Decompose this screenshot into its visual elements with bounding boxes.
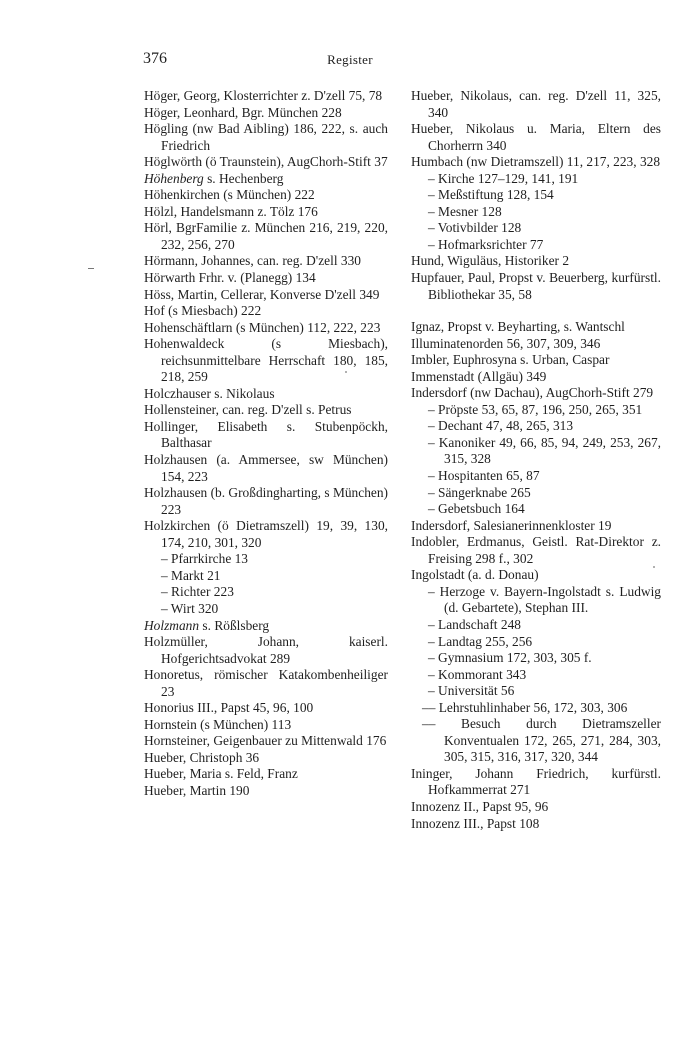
index-text: Immenstadt (Allgäu) 349 (411, 368, 547, 384)
index-text: Hohenschäftlarn (s München) 112, 222, 223 (144, 319, 381, 335)
index-text: Hollensteiner, can. reg. D'zell s. Petrus (144, 402, 352, 418)
margin-mark (88, 268, 94, 269)
index-column-left (144, 88, 388, 800)
index-text: Indersdorf (nw Dachau), AugChorh-Stift 279 (411, 385, 654, 401)
index-text: Hueber, Nikolaus u. Maria, Eltern des Chorherrn 340 (411, 121, 661, 153)
index-entry (411, 154, 661, 171)
index-text: Holzhausen (a. Ammersee, sw München) 154, 223 (144, 452, 388, 484)
index-text: – Hofmarksrichter 77 (428, 236, 544, 252)
section-gap (411, 303, 661, 319)
index-subentry (411, 468, 661, 485)
index-entry (144, 171, 388, 188)
index-text: Indersdorf, Salesianerinnenkloster 19 (411, 517, 612, 533)
index-text: Ingolstadt (a. d. Donau) (411, 567, 539, 583)
index-text: s. Hechenberg (203, 170, 284, 186)
index-text: – Herzoge v. Bayern-Ingolstadt s. Ludwig (d. Gebartete), Stephan III. (428, 583, 661, 616)
index-text: Holczhauser s. Nikolaus (144, 385, 275, 401)
index-entry (144, 733, 388, 750)
index-text: Höhenkirchen (s München) 222 (144, 187, 315, 203)
index-term-italic: Höhenberg (144, 170, 204, 186)
index-entry (144, 270, 388, 287)
index-text: Ignaz, Propst v. Beyharting, s. Wantschl (411, 319, 625, 335)
index-entry (144, 667, 388, 700)
index-text: – Pfarrkirche 13 (161, 551, 249, 567)
index-text: Höger, Georg, Klosterrichter z. D'zell 75, 78 (144, 88, 383, 103)
index-entry (411, 336, 661, 353)
index-text: – Meßstiftung 128, 154 (428, 187, 554, 203)
index-subentry (411, 584, 661, 617)
index-subentry (411, 617, 661, 634)
index-text: – Markt 21 (161, 567, 221, 583)
index-text: Illuminatenorden 56, 307, 309, 346 (411, 335, 601, 351)
index-text: – Gebetsbuch 164 (428, 501, 525, 517)
index-entry (144, 320, 388, 337)
index-text: – Sängerknabe 265 (428, 484, 531, 500)
index-entry (411, 518, 661, 535)
index-subentry (144, 568, 388, 585)
index-entry (411, 121, 661, 154)
index-text: – Kanoniker 49, 66, 85, 94, 249, 253, 267, 315, 328 (428, 434, 661, 467)
index-entry (411, 352, 661, 369)
index-text: – Wirt 320 (161, 600, 219, 616)
index-text: Holzhausen (b. Großdingharting, s München) 223 (144, 485, 388, 517)
index-entry (144, 518, 388, 551)
index-text: s. Rößlsberg (199, 617, 270, 633)
index-entry (411, 816, 661, 833)
index-subentry (411, 667, 661, 684)
index-text: Honoretus, römischer Katakombenheiliger 23 (144, 667, 388, 699)
index-subentry (411, 220, 661, 237)
index-entry (411, 385, 661, 402)
index-text: –– Lehrstuhlinhaber 56, 172, 303, 306 (422, 699, 628, 715)
index-entry (144, 717, 388, 734)
index-entry (411, 319, 661, 336)
index-term-italic: Holzmann (144, 617, 200, 633)
index-subentry (411, 634, 661, 651)
running-head: Register (327, 52, 373, 67)
index-text: Högling (nw Bad Aibling) 186, 222, s. auch Friedrich (144, 121, 388, 153)
index-entry (411, 766, 661, 799)
index-subentry (144, 601, 388, 618)
index-text: Hörwarth Frhr. v. (Planegg) 134 (144, 270, 316, 286)
index-subentry (411, 435, 661, 468)
index-subentry (411, 716, 661, 766)
index-column-right (411, 88, 661, 832)
index-text: Imbler, Euphrosyna s. Urban, Caspar (411, 352, 610, 368)
page-number: 376 (143, 50, 167, 67)
index-subentry (411, 418, 661, 435)
index-text: Hueber, Christoph 36 (144, 749, 260, 765)
index-text: – Mesner 128 (428, 203, 502, 219)
index-entry (144, 154, 388, 171)
index-subentry (411, 700, 661, 717)
index-text: Hörmann, Johannes, can. reg. D'zell 330 (144, 253, 361, 269)
index-text: – Votivbilder 128 (428, 220, 522, 236)
index-text: Hupfauer, Paul, Propst v. Beuerberg, kurfürstl. Bibliothekar 35, 58 (411, 270, 661, 302)
index-text: Hueber, Martin 190 (144, 782, 250, 798)
index-subentry (411, 171, 661, 188)
index-text: Humbach (nw Dietramszell) 11, 217, 223, 328 (411, 154, 661, 170)
index-text: Indobler, Erdmanus, Geistl. Rat-Direktor z. Freising 298 f., 302 (411, 534, 661, 566)
index-entry (144, 336, 388, 386)
index-entry (144, 452, 388, 485)
index-text: – Dechant 47, 48, 265, 313 (428, 418, 574, 434)
index-entry (411, 799, 661, 816)
index-entry (144, 700, 388, 717)
index-text: Hueber, Maria s. Feld, Franz (144, 766, 298, 782)
index-text: Hollinger, Elisabeth s. Stubenpöckh, Balthasar (144, 418, 388, 451)
index-entry (144, 105, 388, 122)
index-entry (144, 253, 388, 270)
index-subentry (411, 501, 661, 518)
index-text: Innozenz III., Papst 108 (411, 815, 540, 831)
index-entry (411, 270, 661, 303)
index-entry (144, 88, 388, 105)
index-text: Hueber, Nikolaus, can. reg. D'zell 11, 325, 340 (411, 88, 661, 120)
index-text: Innozenz II., Papst 95, 96 (411, 798, 549, 814)
index-subentry (411, 683, 661, 700)
index-entry (144, 766, 388, 783)
index-subentry (411, 204, 661, 221)
index-entry (144, 419, 388, 452)
index-entry (144, 303, 388, 320)
index-text: – Richter 223 (161, 584, 234, 600)
index-text: – Landtag 255, 256 (428, 633, 533, 649)
index-text: Holzmüller, Johann, kaiserl. Hofgerichtsadvokat 289 (144, 634, 388, 666)
index-subentry (144, 584, 388, 601)
index-entry (144, 386, 388, 403)
index-text: – Kommorant 343 (428, 666, 527, 682)
index-entry (411, 567, 661, 584)
index-entry (411, 88, 661, 121)
index-text: – Pröpste 53, 65, 87, 196, 250, 265, 351 (428, 401, 643, 417)
index-entry (144, 287, 388, 304)
index-text: Hof (s Miesbach) 222 (144, 303, 262, 319)
index-entry (144, 121, 388, 154)
index-subentry (144, 551, 388, 568)
index-text: – Universität 56 (428, 683, 515, 699)
index-text: Hörl, BgrFamilie z. München 216, 219, 220, 232, 256, 270 (144, 220, 388, 252)
index-text: Ininger, Johann Friedrich, kurfürstl. Hofkammerrat 271 (411, 765, 661, 798)
index-entry (144, 204, 388, 221)
index-entry (411, 534, 661, 567)
index-entry (144, 485, 388, 518)
index-text: – Kirche 127–129, 141, 191 (428, 170, 579, 186)
index-text: – Landschaft 248 (428, 616, 521, 632)
index-subentry (411, 402, 661, 419)
index-subentry (411, 187, 661, 204)
index-entry (411, 369, 661, 386)
index-text: Hohenwaldeck (s Miesbach), reichsunmittelbare Herrschaft 180, 185, 218, 259 (144, 336, 388, 385)
index-text: Hornstein (s München) 113 (144, 716, 292, 732)
index-entry (144, 634, 388, 667)
index-text: Hund, Wiguläus, Historiker 2 (411, 253, 570, 269)
index-subentry (411, 650, 661, 667)
index-entry (144, 402, 388, 419)
index-text: –– Besuch durch Dietramszeller Konventualen 172, 265, 271, 284, 303, 305, 315, 316, 317, 320, 344 (422, 716, 661, 765)
index-subentry (411, 237, 661, 254)
index-text: Höglwörth (ö Traunstein), AugChorh-Stift 37 (144, 154, 388, 170)
index-entry (144, 220, 388, 253)
index-entry (411, 253, 661, 270)
index-text: Höger, Leonhard, Bgr. München 228 (144, 104, 342, 120)
index-text: – Hospitanten 65, 87 (428, 468, 540, 484)
index-text: Höss, Martin, Cellerar, Konverse D'zell 349 (144, 286, 380, 302)
index-entry (144, 783, 388, 800)
index-text: Honorius III., Papst 45, 96, 100 (144, 700, 314, 716)
index-entry (144, 618, 388, 635)
index-entry (144, 187, 388, 204)
index-text: Hornsteiner, Geigenbauer zu Mittenwald 176 (144, 733, 387, 749)
index-text: Hölzl, Handelsmann z. Tölz 176 (144, 203, 318, 219)
index-text: Holzkirchen (ö Dietramszell) 19, 39, 130, 174, 210, 301, 320 (144, 518, 388, 550)
index-text: – Gymnasium 172, 303, 305 f. (428, 650, 592, 666)
index-entry (144, 750, 388, 767)
index-subentry (411, 485, 661, 502)
